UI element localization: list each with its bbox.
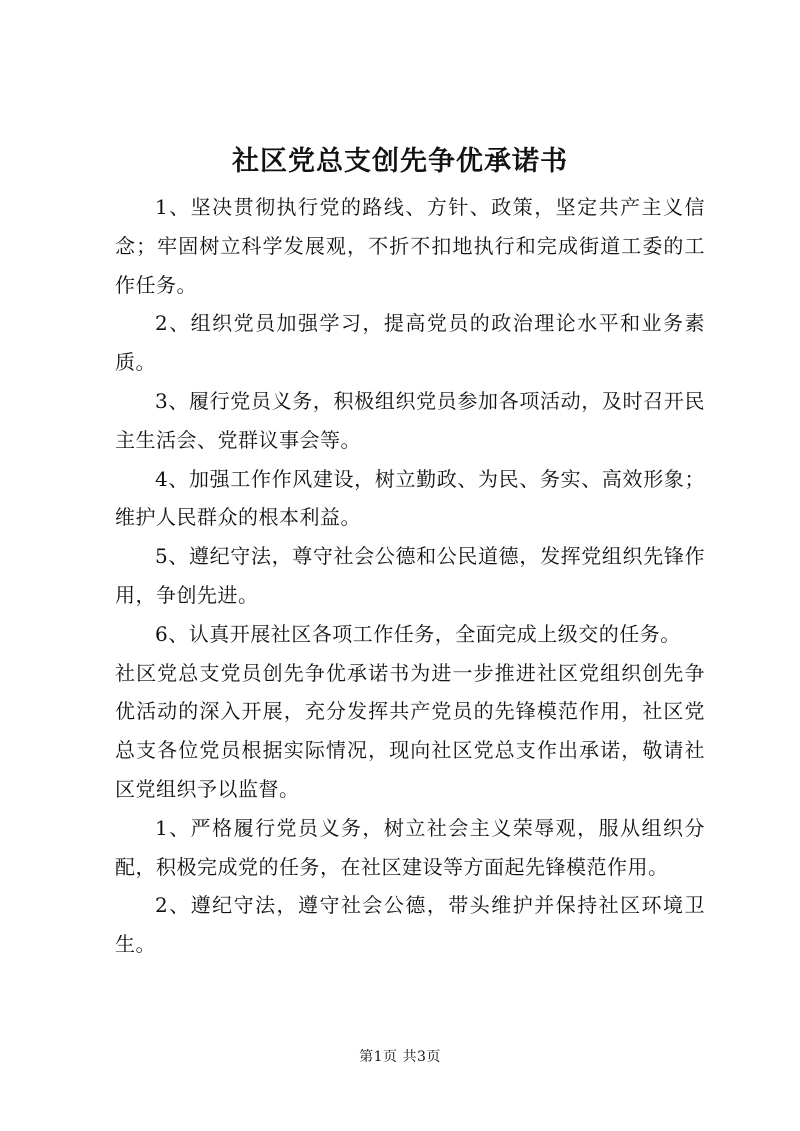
paragraph-commitment-5: 5、遵纪守法，尊守社会公德和公民道德，发挥党组织先锋作用，争创先进。	[115, 544, 705, 607]
paragraph-commitment-3: 3、履行党员义务，积极组织党员参加各项活动，及时召开民主生活会、党群议事会等。	[115, 388, 705, 452]
paragraph-member-intro: 社区党总支党员创先争优承诺书为进一步推进社区党组织创先争优活动的深入开展，充分发挥共产党员的先锋模范作用，社区党总支各位党员根据实际情况，现向社区党总支作出承诺，敬请社区党组织予以监督。	[115, 660, 705, 801]
paragraph-member-commitment-2: 2、遵纪守法，遵守社会公德，带头维护并保持社区环境卫生。	[115, 893, 705, 957]
document-title: 社区党总支创先争优承诺书	[232, 146, 568, 177]
paragraph-commitment-1: 1、坚决贯彻执行党的路线、方针、政策，坚定共产主义信念；牢固树立科学发展观，不折不扣地执行和完成街道工委的工作任务。	[115, 195, 705, 297]
page-number-footer: 第1页 共3页	[359, 1049, 441, 1065]
paragraph-member-commitment-1: 1、严格履行党员义务，树立社会主义荣辱观，服从组织分配，积极完成党的任务，在社区建设等方面起先锋模范作用。	[115, 815, 705, 879]
document-body	[115, 188, 705, 964]
paragraph-commitment-2: 2、组织党员加强学习，提高党员的政治理论水平和业务素质。	[115, 311, 705, 375]
paragraph-commitment-6: 6、认真开展社区各项工作任务，全面完成上级交的任务。	[155, 621, 681, 646]
paragraph-commitment-4: 4、加强工作作风建设，树立勤政、为民、务实、高效形象；维护人民群众的根本利益。	[115, 466, 705, 530]
